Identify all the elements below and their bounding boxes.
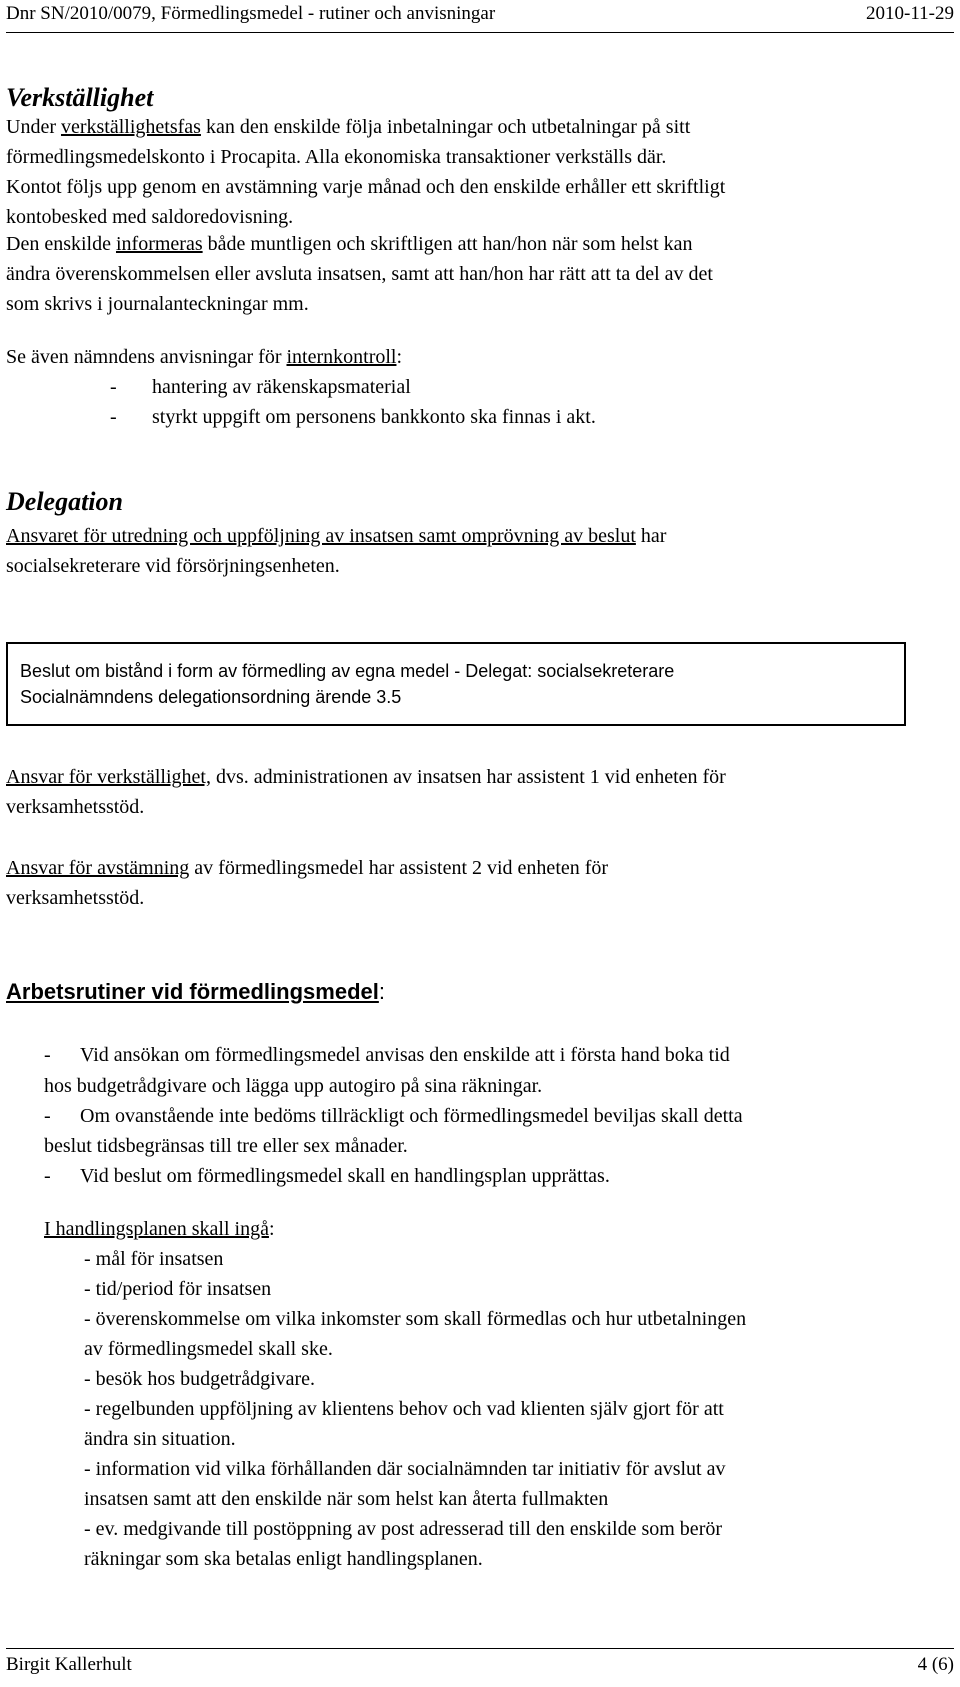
page-header xyxy=(6,0,954,33)
section-heading-delegation: Delegation xyxy=(6,487,123,516)
header-title: Dnr SN/2010/0079, Förmedlingsmedel - rutiner och anvisningar xyxy=(6,3,496,24)
paragraph-line: Kontot följs upp genom en avstämning varje månad och den enskilde erhåller ett skriftligt xyxy=(6,176,726,198)
paragraph-line: Den enskilde informeras både muntligen och skriftligen att han/hon när som helst kan xyxy=(6,233,693,255)
plan-item: räkningar som ska betalas enligt handlingsplanen. xyxy=(84,1548,483,1570)
paragraph-line: kontobesked med saldoredovisning. xyxy=(6,206,294,228)
list-item: - styrkt uppgift om personens bankkonto ska finnas i akt. xyxy=(110,406,596,428)
paragraph-line: verksamhetsstöd. xyxy=(6,796,145,818)
plan-heading: I handlingsplanen skall ingå: xyxy=(44,1218,275,1240)
plan-item: ändra sin situation. xyxy=(84,1428,236,1450)
paragraph-line: Ansvar för avstämning av förmedlingsmedel har assistent 2 vid enheten för xyxy=(6,857,609,879)
routine-item-cont: beslut tidsbegränsas till tre eller sex månader. xyxy=(44,1135,408,1157)
section-heading-arbetsrutiner: Arbetsrutiner vid förmedlingsmedel: xyxy=(6,979,385,1004)
routine-item: - Om ovanstående inte bedöms tillräckligt och förmedlingsmedel beviljas skall detta xyxy=(44,1105,743,1127)
plan-item: insatsen samt att den enskilde när som helst kan återta fullmakten xyxy=(84,1488,609,1510)
plan-item: - besök hos budgetrådgivare. xyxy=(84,1368,316,1390)
section-heading-verkstallighet: Verkställighet xyxy=(6,83,154,112)
list-item: - hantering av räkenskapsmaterial xyxy=(110,376,411,398)
plan-item: av förmedlingsmedel skall ske. xyxy=(84,1338,333,1360)
plan-item: - mål för insatsen xyxy=(84,1248,224,1270)
delegation-box xyxy=(6,642,906,726)
plan-item: - ev. medgivande till postöppning av post adresserad till den enskilde som berör xyxy=(84,1518,723,1540)
paragraph-line: Se även nämndens anvisningar för internkontroll: xyxy=(6,346,403,368)
paragraph-line: förmedlingsmedelskonto i Procapita. Alla ekonomiska transaktioner verkställs där. xyxy=(6,146,667,168)
routine-item: - Vid ansökan om förmedlingsmedel anvisas den enskilde att i första hand boka tid xyxy=(44,1044,730,1066)
plan-item: - information vid vilka förhållanden där socialnämnden tar initiativ för avslut av xyxy=(84,1458,726,1480)
page-footer xyxy=(6,1648,954,1685)
paragraph-line: Ansvar för verkställighet, dvs. administrationen av insatsen har assistent 1 vid enheten för xyxy=(6,766,726,788)
paragraph-line: som skrivs i journalanteckningar mm. xyxy=(6,293,309,315)
routine-item-cont: hos budgetrådgivare och lägga upp autogiro på sina räkningar. xyxy=(44,1075,543,1097)
plan-item: - tid/period för insatsen xyxy=(84,1278,272,1300)
paragraph-line: Under verkställighetsfas kan den enskilde följa inbetalningar och utbetalningar på sitt xyxy=(6,116,691,138)
footer-author: Birgit Kallerhult xyxy=(6,1654,132,1675)
header-date: 2010-11-29 xyxy=(866,3,954,24)
paragraph-line: Ansvaret för utredning och uppföljning av insatsen samt omprövning av beslut har xyxy=(6,525,667,547)
plan-item: - regelbunden uppföljning av klientens behov och vad klienten själv gjort för att xyxy=(84,1398,724,1420)
routine-item: - Vid beslut om förmedlingsmedel skall en handlingsplan upprättas. xyxy=(44,1165,610,1187)
plan-item: - överenskommelse om vilka inkomster som skall förmedlas och hur utbetalningen xyxy=(84,1308,747,1330)
box-line: Beslut om bistånd i form av förmedling av egna medel - Delegat: socialsekreterare xyxy=(20,661,675,681)
box-line: Socialnämndens delegationsordning ärende 3.5 xyxy=(20,687,402,707)
paragraph-line: verksamhetsstöd. xyxy=(6,887,145,909)
footer-page-number: 4 (6) xyxy=(917,1654,954,1675)
paragraph-line: socialsekreterare vid försörjningsenheten. xyxy=(6,555,340,577)
paragraph-line: ändra överenskommelsen eller avsluta insatsen, samt att han/hon har rätt att ta del av det xyxy=(6,263,713,285)
